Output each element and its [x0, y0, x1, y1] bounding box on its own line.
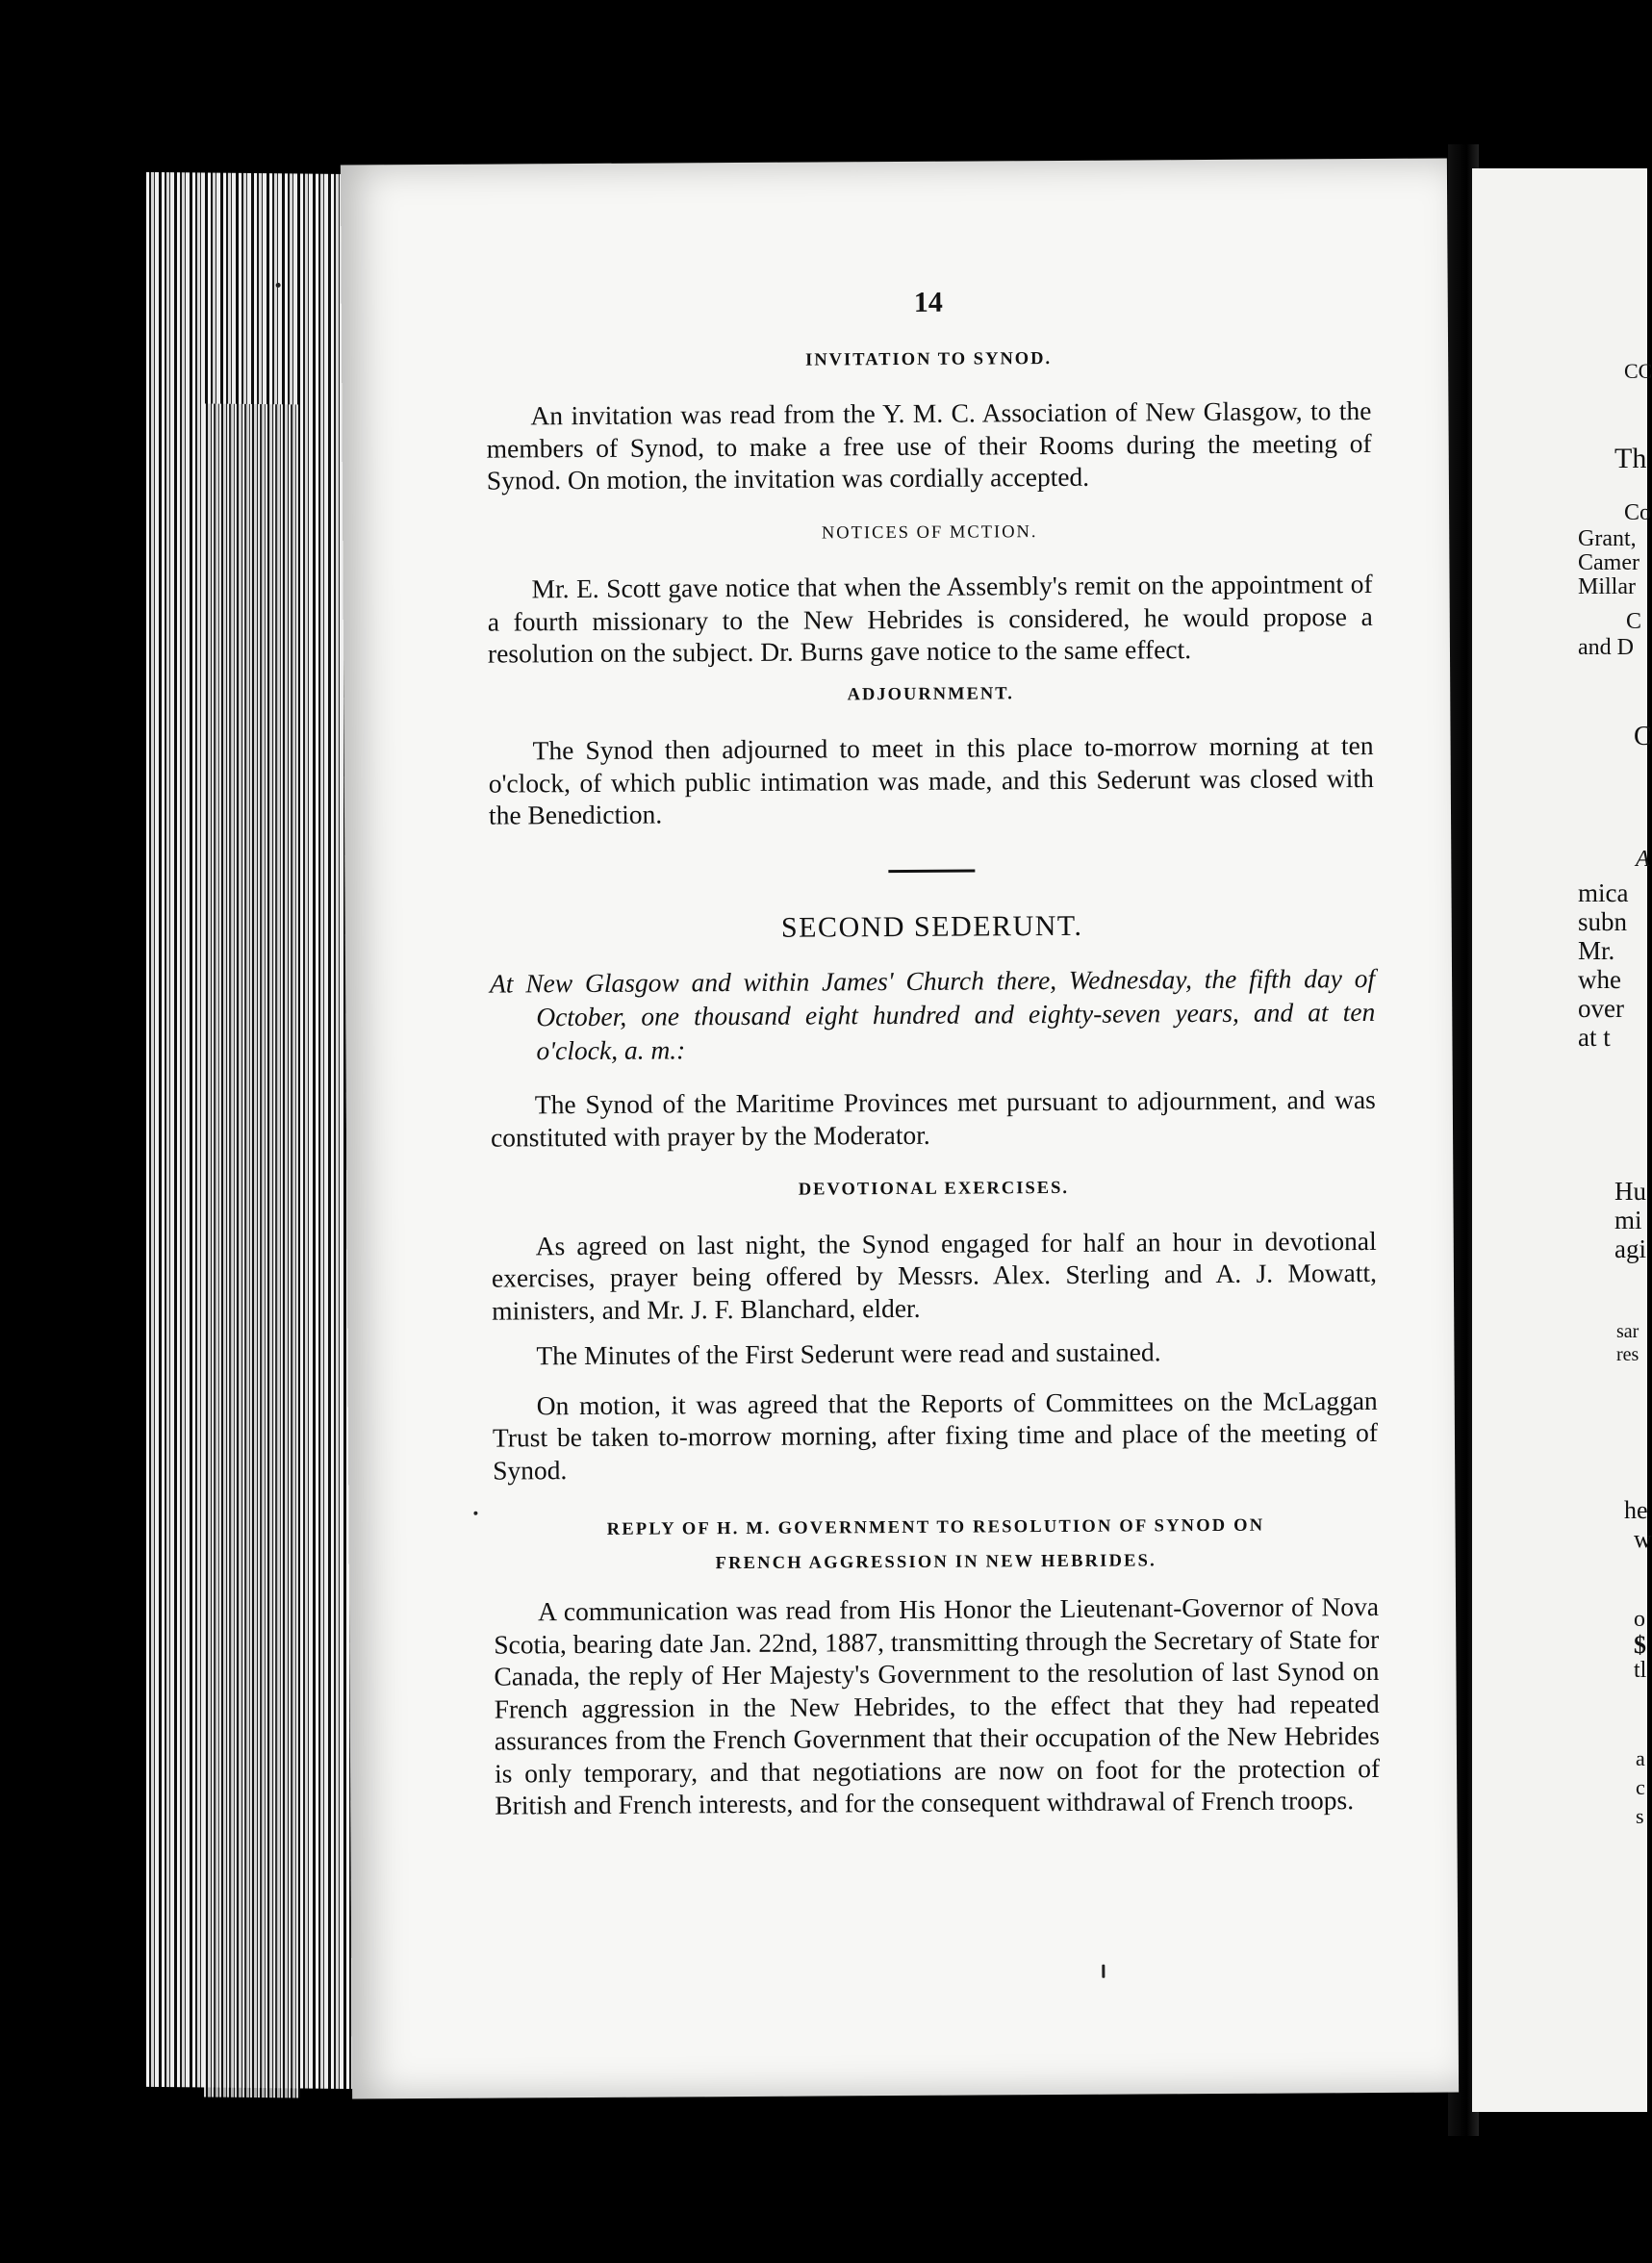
facing-fragment: C	[1626, 609, 1642, 634]
facing-fragment: and D	[1578, 635, 1634, 660]
facing-fragment: Mr.	[1578, 936, 1615, 965]
facing-fragment: mi	[1614, 1206, 1642, 1234]
facing-fragment: Hu	[1614, 1177, 1646, 1206]
facing-fragment: mica	[1578, 878, 1629, 907]
facing-fragment: over	[1578, 994, 1624, 1023]
dateline: At New Glasgow and within James' Church there, Wednesday, the fifth day of October, one thousand eight hundred and eighty-seven years, and at ten o'clock, a. m.:	[489, 962, 1376, 1066]
paragraph-devotional: As agreed on last night, the Synod engaged for half an hour in devotional exercises, prayer being offered by Messrs. Alex. Sterling and A. J. Mowatt, ministers, and Mr. J. F. Blanchard, elder.	[491, 1225, 1378, 1326]
facing-fragment: A	[1636, 847, 1650, 872]
scan-speck	[473, 1512, 477, 1515]
facing-fragment: Th	[1614, 443, 1647, 474]
page-number: 14	[913, 286, 943, 318]
section-heading-reply-line1: REPLY OF H. M. GOVERNMENT TO RESOLUTION OF SYNOD ON	[606, 1515, 1265, 1539]
facing-fragment: Camer	[1578, 550, 1639, 575]
facing-fragment: at t	[1578, 1023, 1611, 1052]
facing-fragment: Millar	[1578, 574, 1636, 599]
paragraph-notices: Mr. E. Scott gave notice that when the Assembly's remit on the appointment of a fourth missionary to the New Hebrides is considered, he would propose a resolution on the subject. Dr. Burns gave notice to the same effect.	[487, 568, 1373, 669]
section-divider	[888, 869, 975, 873]
facing-fragment: C	[1634, 722, 1652, 751]
section-heading-devotional: DEVOTIONAL EXERCISES.	[798, 1178, 1070, 1200]
facing-fragment: res	[1616, 1344, 1639, 1365]
facing-fragment: s	[1636, 1804, 1644, 1828]
facing-fragment: CC	[1624, 359, 1652, 383]
paragraph-minutes: The Minutes of the First Sederunt were read and sustained.	[536, 1336, 1161, 1371]
book-page-edges	[146, 172, 358, 2089]
section-heading-reply	[493, 1508, 1378, 1583]
facing-fragment: sar	[1616, 1321, 1639, 1342]
paragraph-synod-met: The Synod of the Maritime Provinces met pursuant to adjournment, and was constituted with prayer by the Moderator.	[490, 1083, 1376, 1153]
facing-fragment: he	[1624, 1496, 1648, 1524]
paragraph-adjournment: The Synod then adjourned to meet in this place to-morrow morning at ten o'clock, of which public intimation was made, and this Sederunt was closed with the Benediction.	[488, 729, 1374, 830]
scan-speck	[1102, 1965, 1105, 1978]
scan-speck	[276, 283, 281, 288]
facing-fragment: tl	[1634, 1658, 1647, 1683]
facing-fragment: Grant,	[1578, 526, 1637, 551]
facing-fragment: c	[1636, 1775, 1645, 1799]
document-page	[341, 159, 1459, 2099]
facing-fragment: whe	[1578, 965, 1621, 994]
section-heading-reply-line2: FRENCH AGGRESSION IN NEW HEBRIDES.	[715, 1551, 1157, 1574]
page-edges-detail	[204, 403, 300, 2098]
paragraph-mclaggan-trust: On motion, it was agreed that the Reports of Committees on the McLaggan Trust be taken to-morrow morning, after fixing time and place of the meeting of Synod.	[492, 1385, 1379, 1486]
facing-fragment: a	[1636, 1746, 1645, 1770]
section-title-second-sederunt: SECOND SEDERUNT.	[780, 909, 1083, 944]
facing-fragment: $	[1634, 1631, 1646, 1659]
facing-fragment: w	[1634, 1525, 1652, 1553]
facing-page	[1472, 168, 1652, 2112]
facing-fragment: subn	[1578, 907, 1628, 936]
paragraph-invitation: An invitation was read from the Y. M. C. Association of New Glasgow, to the members of Synod, to make a free use of their Rooms during the meeting of Synod. On motion, the invitation was cordially accepted.	[486, 394, 1372, 496]
paragraph-reply: A communication was read from His Honor the Lieutenant-Governor of Nova Scotia, bearing date Jan. 22nd, 1887, transmitting through the Secretary of State for Canada, the reply of Her Majesty's Government to the resolution of last Synod on French aggression in the New Hebrides, to the effect that they had repeated assurances from the French Government that their occupation of the New Hebrides is only temporary, and that negotiations are now on foot for the protection of British and French interests, and for the consequent withdrawal of French troops.	[494, 1590, 1381, 1820]
section-heading-invitation: INVITATION TO SYNOD.	[805, 348, 1053, 370]
section-heading-notices: NOTICES OF MCTION.	[821, 521, 1038, 543]
facing-fragment: o	[1634, 1607, 1645, 1632]
section-heading-adjournment: ADJOURNMENT.	[847, 683, 1014, 704]
facing-fragment: agi	[1614, 1234, 1646, 1263]
facing-fragment: Co	[1624, 500, 1652, 525]
page-content	[486, 284, 1381, 1844]
